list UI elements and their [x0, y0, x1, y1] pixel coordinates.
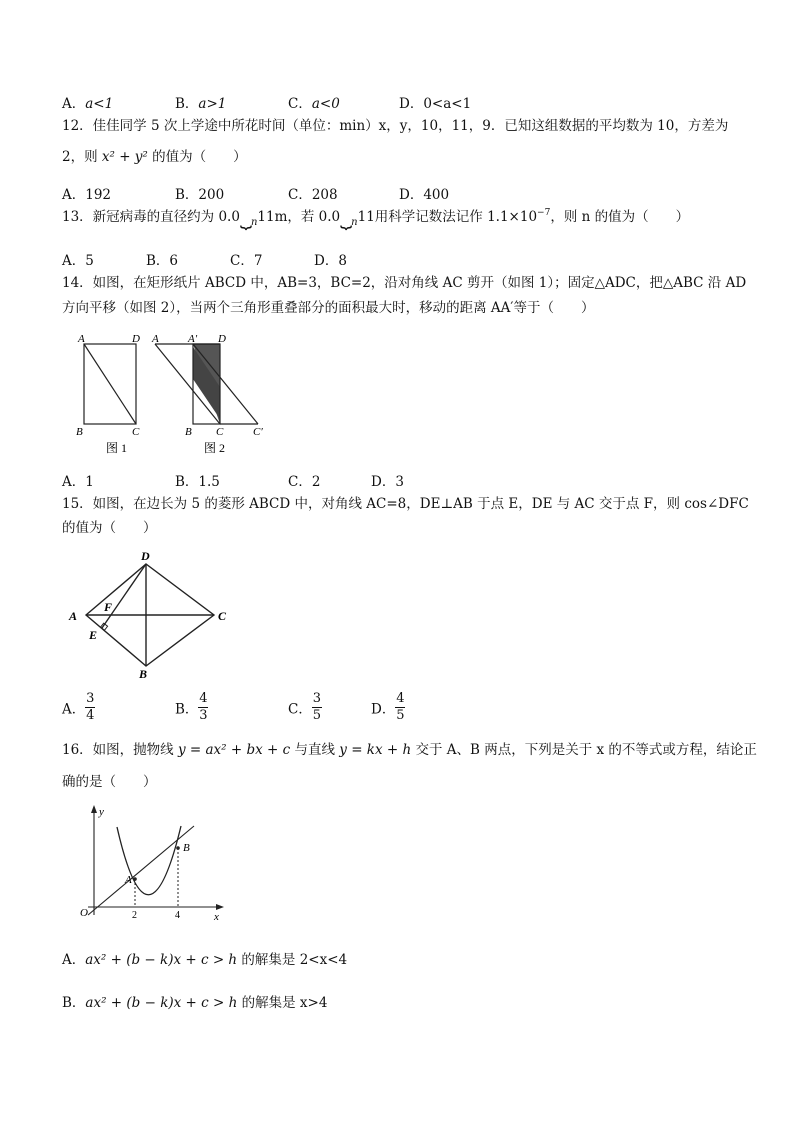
q13-option-d: D．8 — [314, 253, 347, 269]
svg-text:B: B — [139, 667, 148, 681]
svg-text:x: x — [214, 911, 219, 923]
q14-option-d: D．3 — [371, 474, 404, 490]
svg-text:E: E — [89, 628, 98, 642]
q16-option-a: A．ax² + (b − k)x + c > h 的解集是 2<x<4 — [62, 952, 348, 968]
q14-option-b: B．1.5 — [175, 474, 220, 490]
q15-option-a: A． $\frac{3}{4}$ — [62, 691, 95, 723]
q15-stem-line1: 15．如图，在边长为 5 的菱形 ABCD 中，对角线 AC=8，DE⊥AB 于点 E，DE 与 AC 交于点 F，则 cos∠DFC — [62, 496, 749, 512]
svg-text:图 1: 图 1 — [106, 441, 128, 455]
q15-rhombus-figure — [62, 548, 242, 683]
q11-option-b: B．a>1 — [175, 96, 227, 112]
q11-option-c: C．a<0 — [288, 96, 340, 112]
q15-option-b: B． $\frac{4}{3}$ — [175, 691, 208, 723]
q16-stem-line1: 16．如图，抛物线 y = ax² + bx + c 与直线 y = kx + h 交于 A、B 两点，下列是关于 x 的不等式或方程，结论正 — [62, 742, 757, 758]
q14-stem-line2: 方向平移（如图 2），当两个三角形重叠部分的面积最大时，移动的距离 AA′等于（ ） — [62, 300, 595, 316]
svg-text:A: A — [78, 333, 85, 345]
svg-text:A: A — [69, 609, 78, 623]
svg-text:C: C — [216, 426, 224, 438]
svg-text:A: A — [152, 333, 159, 345]
svg-text:C′: C′ — [253, 426, 263, 438]
q16-stem-line2: 确的是（ ） — [62, 774, 157, 790]
q14-fig2 — [151, 333, 263, 455]
q14-fig1 — [76, 333, 140, 455]
svg-text:B: B — [183, 842, 190, 854]
svg-text:F: F — [104, 600, 113, 614]
svg-text:A: A — [125, 874, 132, 886]
q15-option-c: C． $\frac{3}{5}$ — [288, 691, 321, 723]
svg-text:D: D — [141, 549, 150, 563]
q14-figures — [70, 330, 270, 458]
q12-stem-line1: 12．佳佳同学 5 次上学途中所花时间（单位：min）x，y，10，11，9．已知这组数据的平均数为 10，方差为 — [62, 118, 729, 134]
q13-stem: 13．新冠病毒的直径约为 $0.0⏟_n11m$，若 $0.0⏟_n11$用科学记数法记作 $1.1\times 10^{-7}$，则 n 的值为（ ） — [62, 205, 690, 229]
svg-text:D: D — [132, 333, 140, 345]
q16-graph — [70, 803, 230, 925]
q14-stem-line1: 14．如图，在矩形纸片 ABCD 中，AB=3，BC=2，沿对角线 AC 剪开（如图 1）；固定△ADC，把△ABC 沿 AD — [62, 275, 747, 291]
svg-text:B: B — [185, 426, 192, 438]
q13-option-b: B．6 — [146, 253, 179, 269]
svg-text:A′: A′ — [188, 333, 198, 345]
q16-option-b: B．ax² + (b − k)x + c > h 的解集是 x>4 — [62, 995, 328, 1011]
q15-option-d: D． $\frac{4}{5}$ — [371, 691, 405, 723]
q12-option-d: D．400 — [399, 187, 450, 203]
q14-option-c: C．2 — [288, 474, 321, 490]
svg-text:C: C — [218, 609, 227, 623]
svg-text:2: 2 — [132, 910, 137, 921]
q12-option-b: B．200 — [175, 187, 225, 203]
q14-option-a: A．1 — [62, 474, 94, 490]
svg-text:图 2: 图 2 — [204, 441, 226, 455]
svg-text:D: D — [218, 333, 226, 345]
q15-stem-line2: 的值为（ ） — [62, 520, 157, 536]
q12-option-a: A．192 — [62, 187, 112, 203]
q11-option-a: A．a<1 — [62, 96, 114, 112]
q11-option-d: D．0<a<1 — [399, 96, 472, 112]
q12-stem-line2: 2，则 x² + y² 的值为（ ） — [62, 149, 247, 165]
q12-option-c: C．208 — [288, 187, 338, 203]
q13-option-a: A．5 — [62, 253, 94, 269]
svg-text:O: O — [80, 907, 88, 919]
svg-text:B: B — [76, 426, 83, 438]
q13-option-c: C．7 — [230, 253, 263, 269]
svg-text:C: C — [132, 426, 140, 438]
svg-text:4: 4 — [175, 910, 180, 921]
svg-text:y: y — [99, 806, 104, 818]
